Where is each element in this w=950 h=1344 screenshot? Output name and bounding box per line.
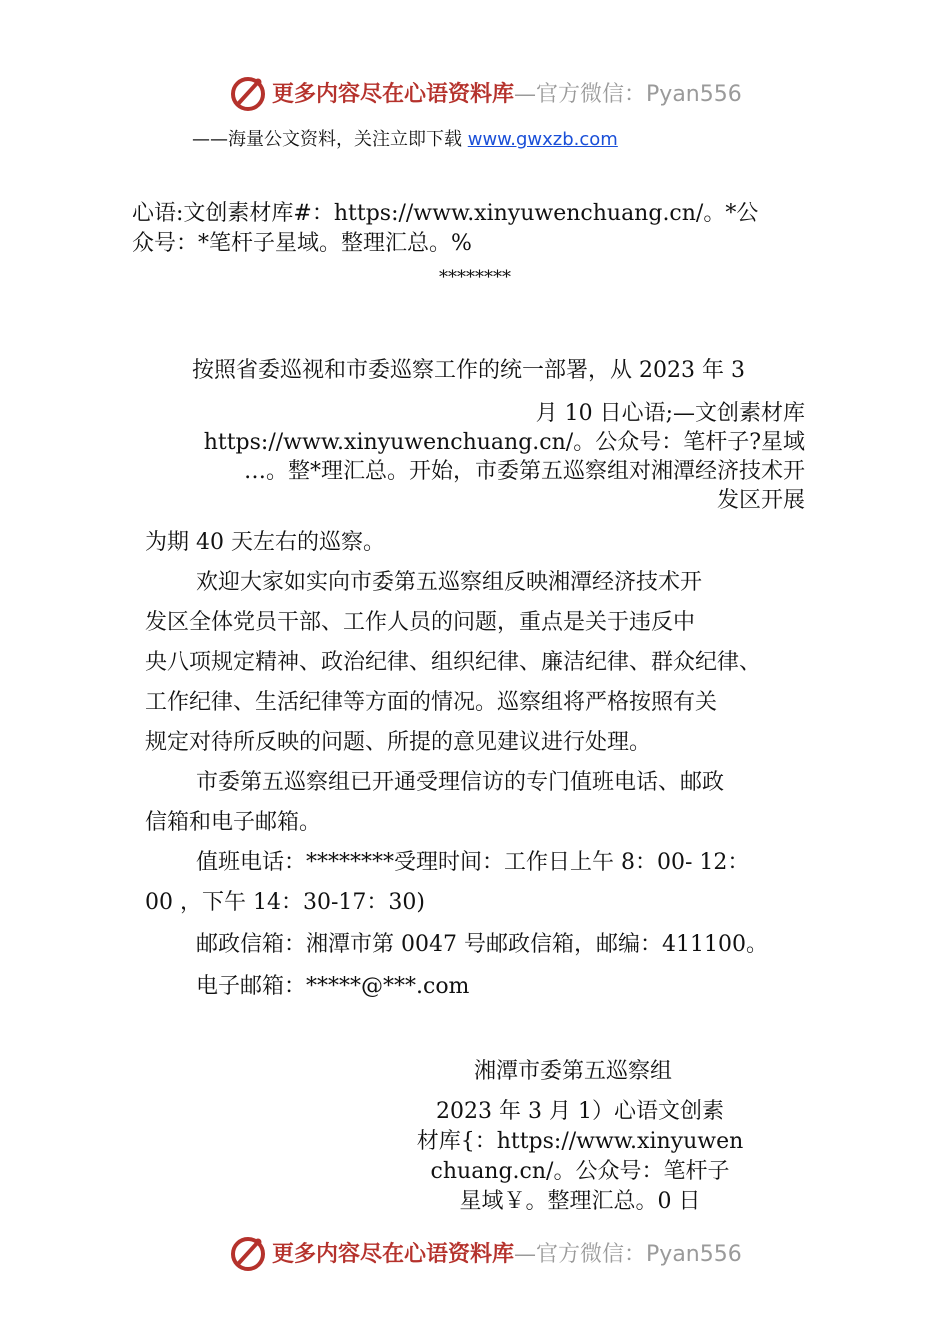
logo-icon <box>228 74 268 114</box>
signature-line-2: 材库{：https://www.xinyuwen <box>416 1129 744 1154</box>
signature-org: 湘潭市委第五巡察组 <box>474 1059 673 1084</box>
para3-line-1: 市委第五巡察组已开通受理信访的专门值班电话、邮政 <box>196 770 725 795</box>
download-text: ——海量公文资料，关注立即下载 <box>192 129 468 150</box>
para2-line-3: 央八项规定精神、政治纪律、组织纪律、廉洁纪律、群众纪律、 <box>145 650 762 675</box>
footer-banner-text <box>272 1240 742 1269</box>
para1-line-6: 为期 40 天左右的巡察。 <box>145 530 385 555</box>
footer-banner-wechat-label: —官方微信： <box>514 1242 647 1267</box>
footer-banner <box>0 1234 950 1278</box>
download-line <box>192 128 618 152</box>
download-link[interactable]: www.gwxzb.com <box>467 129 618 150</box>
para1-line-5: 发区开展 <box>716 488 805 513</box>
para2-line-1: 欢迎大家如实向市委第五巡察组反映湘潭经济技术开 <box>196 570 703 595</box>
footer-banner-wechat-id: Pyan556 <box>646 1242 742 1267</box>
banner-main-text: 更多内容尽在心语资料库 <box>272 81 515 107</box>
para1-line-3: https://www.xinyuwenchuang.cn/。公众号：笔杆子?星域 <box>203 430 805 455</box>
intro-line-1: 心语:文创素材库#：https://www.xinyuwenchuang.cn/。*公 <box>132 201 759 226</box>
header-banner <box>0 74 950 118</box>
signature-line-3: chuang.cn/。公众号：笔杆子 <box>430 1159 730 1184</box>
para2-line-5: 规定对待所反映的问题、所提的意见建议进行处理。 <box>145 730 652 755</box>
para1-line-1: 按照省委巡视和市委巡察工作的统一部署，从 2023 年 3 <box>192 358 745 383</box>
logo-icon <box>228 1234 268 1274</box>
separator-stars: ******** <box>439 267 511 288</box>
email-line: 电子邮箱：*****@***.com <box>196 974 470 999</box>
para3-line-2: 信箱和电子邮箱。 <box>145 810 322 835</box>
para1-line-2: 月 10 日心语;—文创素材库 <box>535 401 805 426</box>
footer-banner-main-text: 更多内容尽在心语资料库 <box>272 1241 515 1267</box>
para2-line-4: 工作纪律、生活纪律等方面的情况。巡察组将严格按照有关 <box>145 690 718 715</box>
phone-line-2: 00 ，下午 14：30-17：30) <box>145 890 425 915</box>
banner-text <box>272 80 742 109</box>
banner-wechat-id: Pyan556 <box>646 82 742 107</box>
para1-line-4: …。整*理汇总。开始，市委第五巡察组对湘潭经济技术开 <box>243 459 805 484</box>
para2-line-2: 发区全体党员干部、工作人员的问题，重点是关于违反中 <box>145 610 696 635</box>
banner-wechat-label: —官方微信： <box>514 82 647 107</box>
intro-line-2: 众号：*笔杆子星域。整理汇总。% <box>132 231 472 256</box>
signature-line-1: 2023 年 3 月 1）心语文创素 <box>436 1099 724 1124</box>
postal-line: 邮政信箱：湘潭市第 0047 号邮政信箱，邮编：411100。 <box>196 932 768 957</box>
phone-line-1: 值班电话：********受理时间：工作日上午 8：00- 12： <box>196 850 750 875</box>
signature-line-4: 星域￥。整理汇总。0 日 <box>459 1189 701 1214</box>
